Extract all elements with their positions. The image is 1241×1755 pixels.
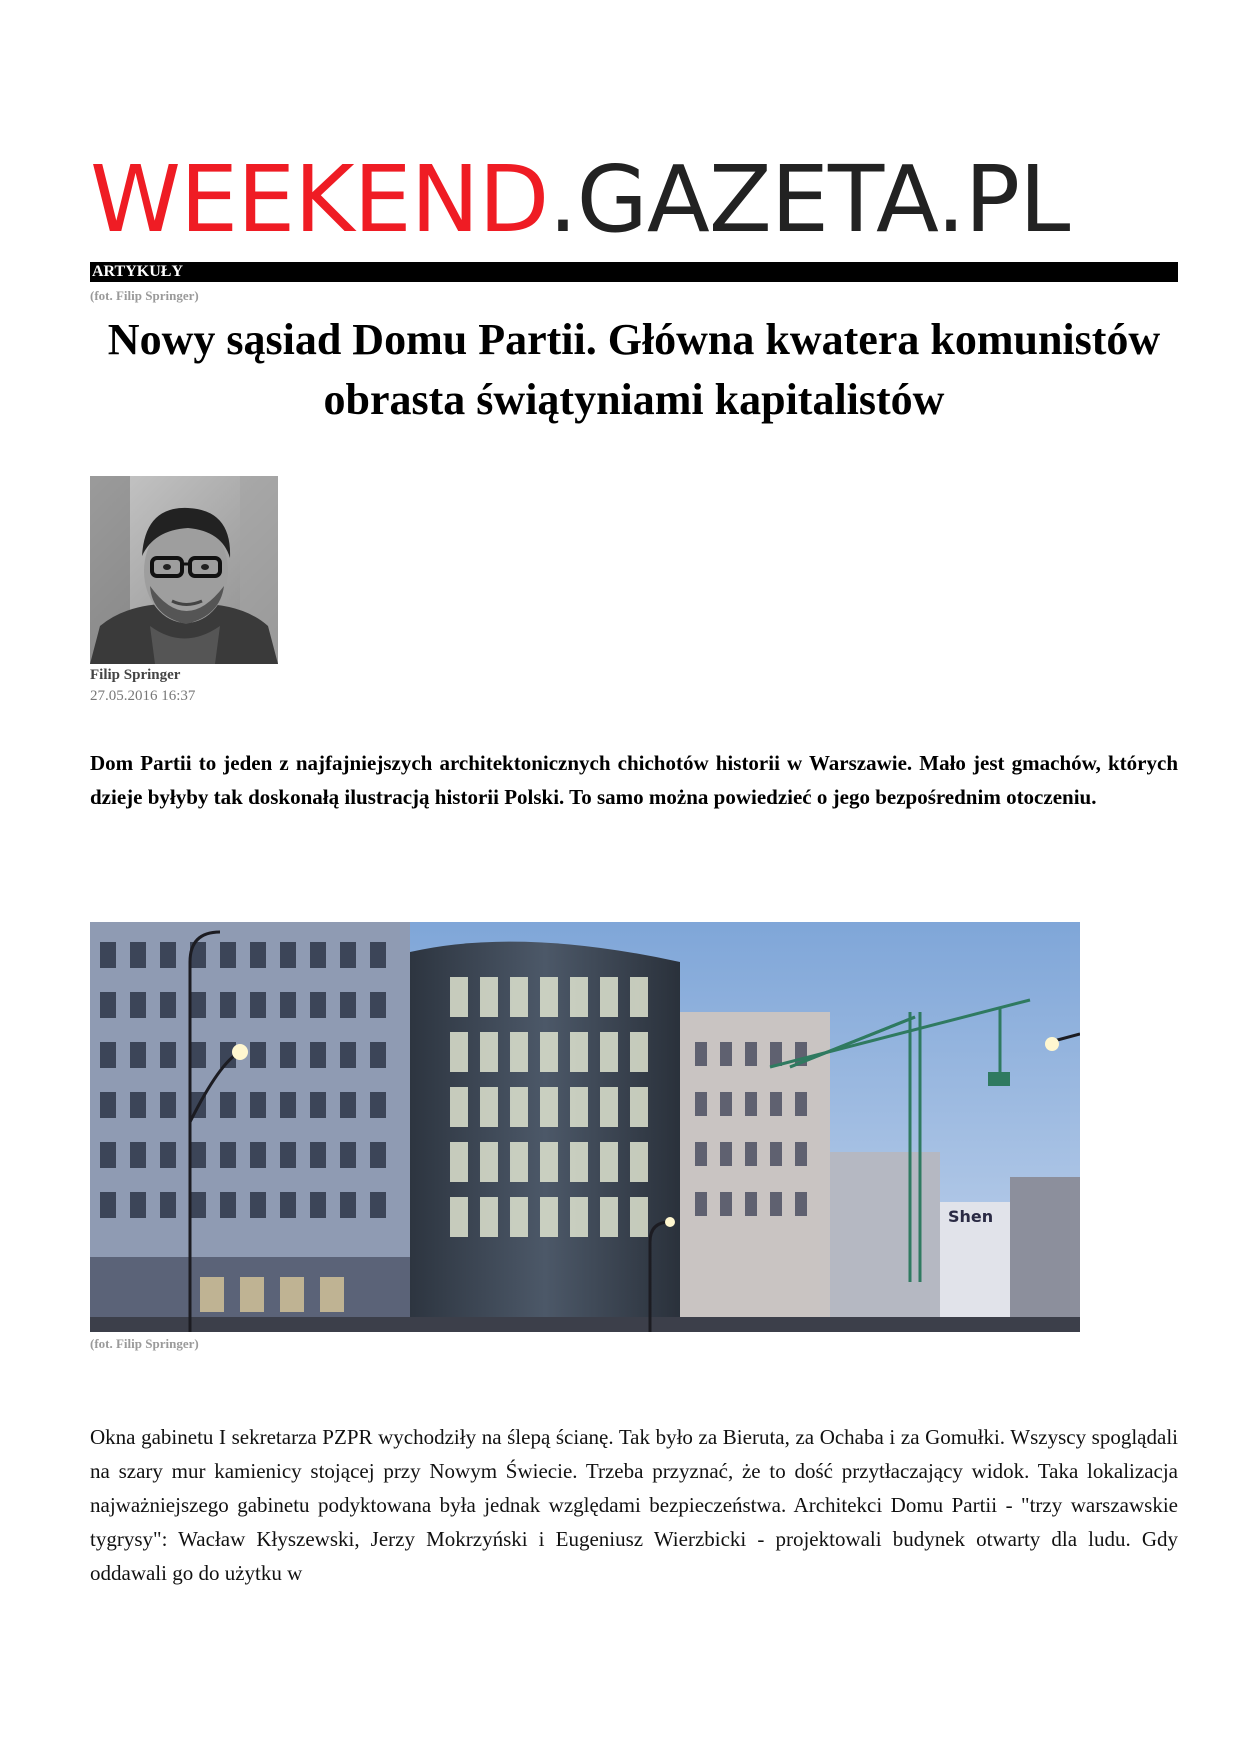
section-label[interactable]: ARTYKUŁY bbox=[92, 263, 183, 280]
street-photo-image bbox=[90, 922, 1080, 1332]
author-portrait-image bbox=[90, 476, 278, 664]
logo-weekend: WEEKEND bbox=[90, 146, 549, 253]
main-photo bbox=[90, 922, 1080, 1332]
site-logo[interactable] bbox=[90, 146, 1070, 253]
author-name[interactable]: Filip Springer bbox=[90, 667, 181, 683]
logo-gazeta: .GAZETA.PL bbox=[548, 146, 1070, 253]
author-photo bbox=[90, 476, 278, 664]
photo-credit-main: (fot. Filip Springer) bbox=[90, 1336, 199, 1351]
publish-date: 27.05.2016 16:37 bbox=[90, 688, 196, 704]
photo-credit-top: (fot. Filip Springer) bbox=[90, 288, 199, 303]
article-lead: Dom Partii to jeden z najfajniejszych architektonicznych chichotów historii w Warszawie. Mało jest gmachów, których dzieje byłyby tak doskonałą ilustracją historii Polski. To samo można powiedzieć o jego bezpośrednim otoczeniu. bbox=[90, 751, 1178, 809]
article-title: Nowy sąsiad Domu Partii. Główna kwatera komunistów obrasta świątyniami kapitalistów bbox=[107, 315, 1161, 424]
section-bar bbox=[90, 262, 1178, 282]
article-body: Okna gabinetu I sekretarza PZPR wychodziły na ślepą ścianę. Tak było za Bieruta, za Ochaba i za Gomułki. Wszyscy spoglądali na szary mur kamienicy stojącej przy Nowym Świecie. Trzeba przyznać, że to dość przytłaczający widok. Taka lokalizacja najważniejszego gabinetu podyktowana była jednak względami bezpieczeństwa. Architekci Domu Partii - "trzy warszawskie tygrysy": Wacław Kłyszewski, Jerzy Mokrzyński i Eugeniusz Wierzbicki - projektowali budynek otwarty dla ludu. Gdy oddawali go do użytku w bbox=[90, 1425, 1178, 1585]
shop-sign: Shen bbox=[948, 1207, 994, 1226]
